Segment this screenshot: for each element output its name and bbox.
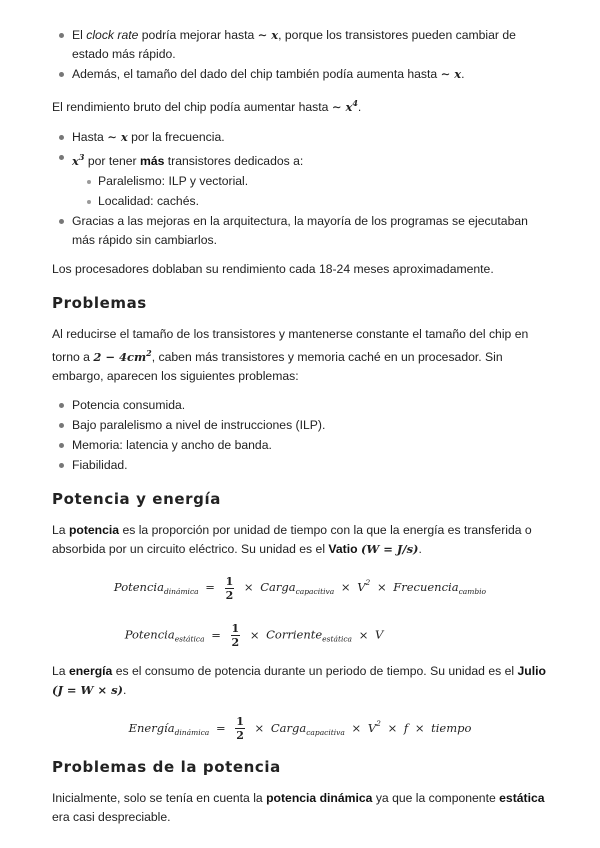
- equation-potencia-estatica: Potencia$_{estática}$ = $\frac{1}{2}$ × Corriente$_{estática}$ × V: [124, 622, 384, 650]
- equation-energia-dinamica: Energía$_{dinámica}$ = $\frac{1}{2}$ × Carga$_{capacitiva}$ × $V^2 \times f$ × tiempo: [128, 715, 472, 743]
- list-item: Memoria: latencia y ancho de banda.: [52, 436, 548, 455]
- list-item: Bajo paralelismo a nivel de instrucciones (ILP).: [52, 416, 548, 435]
- list-item: El clock rate podría mejorar hasta ∼ x, porque los transistores pueden cambiar de estado más rápido.: [52, 26, 548, 64]
- section-heading: Potencia y energía: [52, 490, 221, 509]
- paragraph: La potencia es la proporción por unidad de tiempo con la que la energía es transferida o absorbida por un circuito eléctrico. Su unidad es el Vatio (W = J/s).: [52, 523, 532, 557]
- list-item: Fiabilidad.: [52, 456, 548, 475]
- list-sub-item: Localidad: cachés.: [52, 192, 548, 211]
- problems-list: [52, 396, 548, 475]
- list-item: Potencia consumida.: [52, 396, 548, 415]
- list-item: Gracias a las mejoras en la arquitectura, la mayoría de los programas se ejecutaban más rápido sin cambiarlos.: [52, 212, 548, 250]
- section-heading: Problemas de la potencia: [52, 757, 281, 776]
- list-item: $x^3$ por tener más transistores dedicados a:: [52, 148, 548, 171]
- perf-list: [52, 128, 548, 250]
- paragraph: El rendimiento bruto del chip podía aumentar hasta ∼ $x^4$.: [52, 98, 362, 115]
- intro-list: [52, 26, 548, 84]
- section-heading: Problemas: [52, 294, 147, 313]
- paragraph: Al reducirse el tamaño de los transistores y mantenerse constante el tamaño del chip en torno a $2 - 4cm^2$, caben más transistores y memoria caché en un procesador. Sin embargo, aparecen los siguientes problemas:: [52, 327, 529, 384]
- equation-potencia-dinamica: Potencia$_{dinámica}$ = $\frac{1}{2}$ × Carga$_{capacitiva}$ × $V^2$ × Frecuencia$_{cambio}$: [113, 574, 487, 602]
- paragraph: Inicialmente, solo se tenía en cuenta la potencia dinámica ya que la componente estática era casi despreciable.: [52, 790, 545, 824]
- paragraph: Los procesadores doblaban su rendimiento cada 18-24 meses aproximadamente.: [52, 262, 494, 277]
- list-sub-item: Paralelismo: ILP y vectorial.: [52, 172, 548, 191]
- list-item: Hasta ∼ x por la frecuencia.: [52, 128, 548, 147]
- list-item: Además, el tamaño del dado del chip también podía aumenta hasta ∼ x.: [52, 65, 548, 84]
- paragraph: La energía es el consumo de potencia durante un periodo de tiempo. Su unidad es el Julio (J = W × s).: [52, 663, 546, 697]
